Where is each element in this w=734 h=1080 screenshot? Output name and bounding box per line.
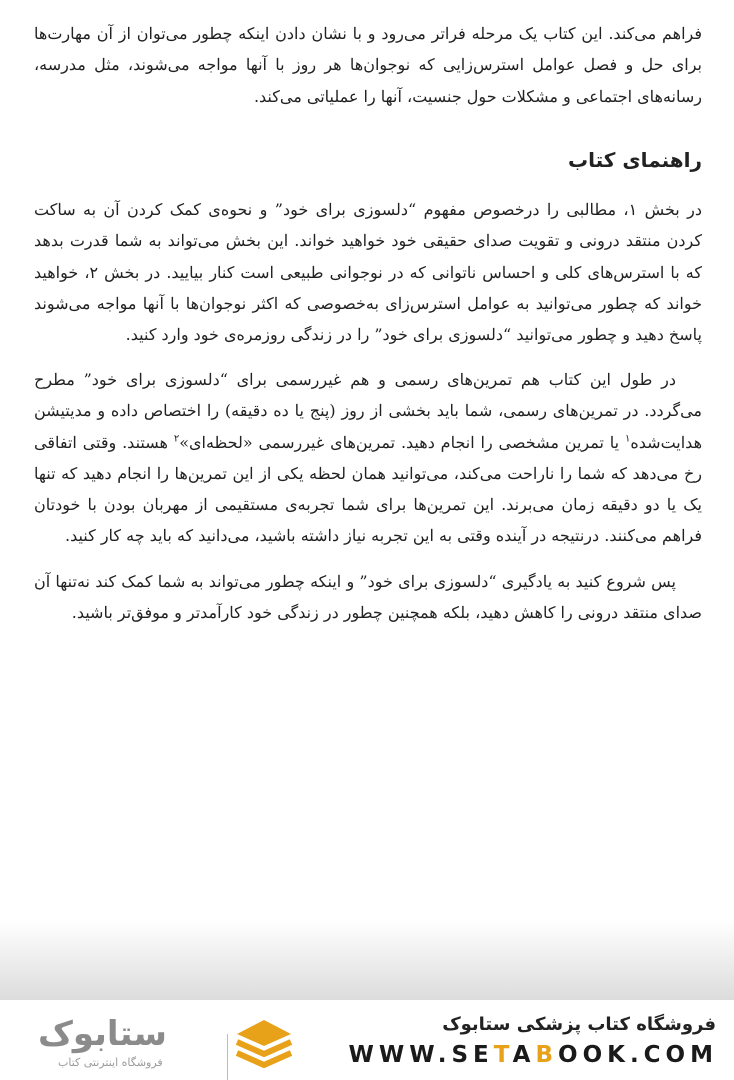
paragraph-guide-2-part-b: یا تمرین مشخصی را انجام دهید. تمرین‌های غیررسمی «لحظه‌ای» (179, 432, 625, 452)
page-bottom-shadow (0, 920, 734, 1000)
footer-banner (0, 1000, 734, 1080)
logo-divider (227, 1034, 228, 1080)
url-text-2: A (512, 1042, 536, 1068)
logo-tagline: فروشگاه اینترنتی کتاب (58, 1056, 163, 1069)
section-heading: راهنمای کتاب (567, 148, 702, 172)
book-stack-icon (233, 1016, 295, 1072)
url-text-3: OOK.COM (558, 1042, 718, 1068)
url-highlight-1: T (493, 1042, 513, 1068)
url-text-1: WWW.SE (348, 1042, 494, 1068)
url-highlight-2: B (535, 1042, 559, 1068)
shop-name: فروشگاه کتاب پزشکی ستابوک (442, 1014, 716, 1035)
paragraph-guide-2-part-a: در طول این کتاب هم تمرین‌های رسمی و هم غیررسمی برای “دلسوزی برای خود” مطرح می‌گردد. در تمرین‌های رسمی، شما باید بخشی از روز (پنج یا ده دقیقه) را اختصاص داده و مدیتیشن هدایت‌شده (34, 370, 703, 452)
paragraph-intro-end: فراهم می‌کند. این کتاب یک مرحله فراتر می‌رود و با نشان دادن اینکه چطور می‌توان از آن مهارت‌ها برای حل و فصل عوامل استرس‌زایی که نوجوان‌ها هر روز با آنها مواجه می‌شوند، مثل مدرسه، رسانه‌های اجتماعی و مشکلات حول جنسیت، آنها را عملیاتی می‌کند. (34, 24, 702, 106)
paragraph-guide-3: پس شروع کنید به یادگیری “دلسوزی برای خود” و اینکه چطور می‌تواند به شما کمک کند نه‌تنها آن صدای منتقد درونی را کاهش دهید، بلکه همچنین چطور در زندگی خود کارآمدتر و موفق‌تر باشید. (34, 572, 702, 623)
footnote-marker-1: ۱ (625, 433, 631, 445)
shop-url-link[interactable] (349, 1042, 718, 1068)
footnote-marker-2: ۲ (173, 433, 180, 445)
setabook-logo (30, 1012, 290, 1074)
paragraph-guide-2-part-c: هستند. وقتی اتفاقی رخ می‌دهد که شما را ناراحت می‌کند، می‌توانید همان لحظه یکی از این تمرین‌ها را انجام دهید که تنها یک یا دو دقیقه زمان می‌برند. این تمرین‌ها برای شما تجربه‌ی مستقیمی از مهربان بودن با خودتان فراهم می‌کنند. درنتیجه در آینده وقتی به این تجربه نیاز داشته باشید، می‌دانید که باید چه کار کنید. (34, 432, 702, 546)
paragraph-guide-1: در بخش ۱، مطالبی را درخصوص مفهوم “دلسوزی برای خود” و نحوه‌ی کمک کردن آن به ساکت کردن منتقد درونی و تقویت صدای حقیقی خود خواهید خواند. این بخش می‌تواند به شما قدرت بدهد که با استرس‌های کلی و احساس ناتوانی که در نوجوانی طبیعی است کنار بیایید. در بخش ۲، خواهید خواند که چطور می‌توانید به عوامل استرس‌زای به‌خصوصی که اکثر نوجوان‌ها با آنها مواجه می‌شوند پاسخ دهید و چطور می‌توانید “دلسوزی برای خود” را در زندگی روزمره‌ی خود وارد کنید. (34, 200, 703, 345)
logo-wordmark: ستابوک (38, 1014, 167, 1054)
paragraph-guide-2 (34, 364, 702, 552)
